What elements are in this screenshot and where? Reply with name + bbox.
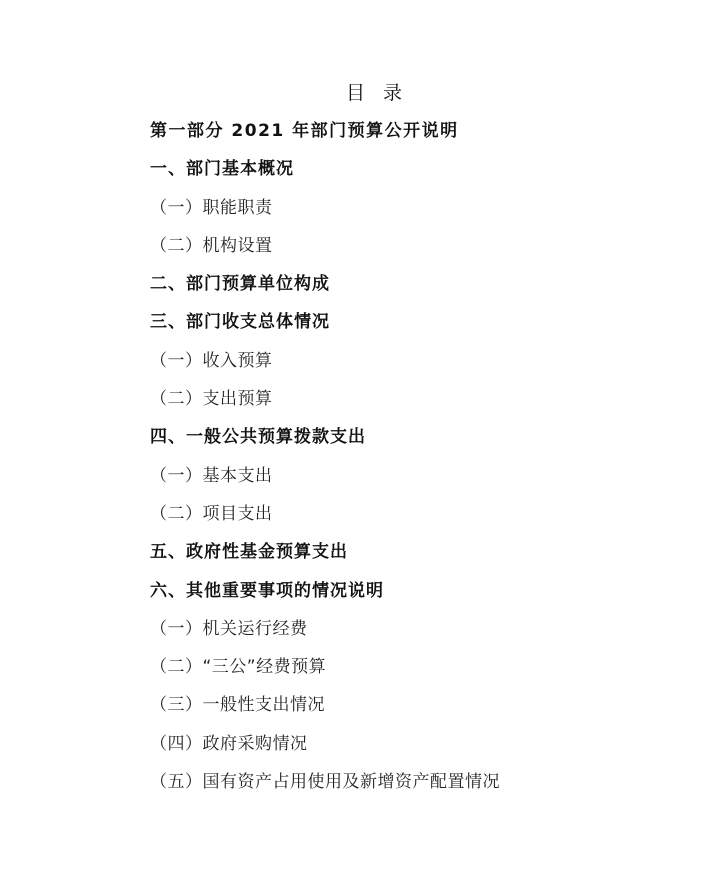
toc-entry-section-4: 四、一般公共预算拨款支出	[150, 427, 366, 448]
toc-entry-sub-1-1: （一）职能职责	[150, 197, 273, 218]
toc-entry-section-2: 二、部门预算单位构成	[150, 274, 330, 295]
toc-title: 目 录	[345, 82, 409, 104]
toc-entry-sub-3-2: （二）支出预算	[150, 389, 273, 410]
toc-entry-sub-6-3: （三）一般性支出情况	[150, 695, 325, 716]
toc-list	[150, 118, 500, 807]
toc-entry-sub-6-4: （四）政府采购情况	[150, 733, 308, 754]
toc-entry-sub-6-2: （二）“三公”经费预算	[150, 657, 327, 678]
toc-entry-section-6: 六、其他重要事项的情况说明	[150, 580, 384, 601]
toc-entry-sub-1-2: （二）机构设置	[150, 235, 273, 256]
toc-entry-part-1: 第一部分 2021 年部门预算公开说明	[150, 121, 459, 141]
toc-entry-section-3: 三、部门收支总体情况	[150, 312, 330, 333]
toc-entry-section-5: 五、政府性基金预算支出	[150, 542, 348, 563]
toc-entry-sub-3-1: （一）收入预算	[150, 350, 273, 371]
toc-entry-sub-6-1: （一）机关运行经费	[150, 618, 308, 639]
toc-entry-section-1: 一、部门基本概况	[150, 159, 294, 180]
toc-entry-sub-4-1: （一）基本支出	[150, 465, 273, 486]
toc-entry-sub-4-2: （二）项目支出	[150, 503, 273, 524]
toc-entry-sub-6-5: （五）国有资产占用使用及新增资产配置情况	[150, 772, 500, 793]
